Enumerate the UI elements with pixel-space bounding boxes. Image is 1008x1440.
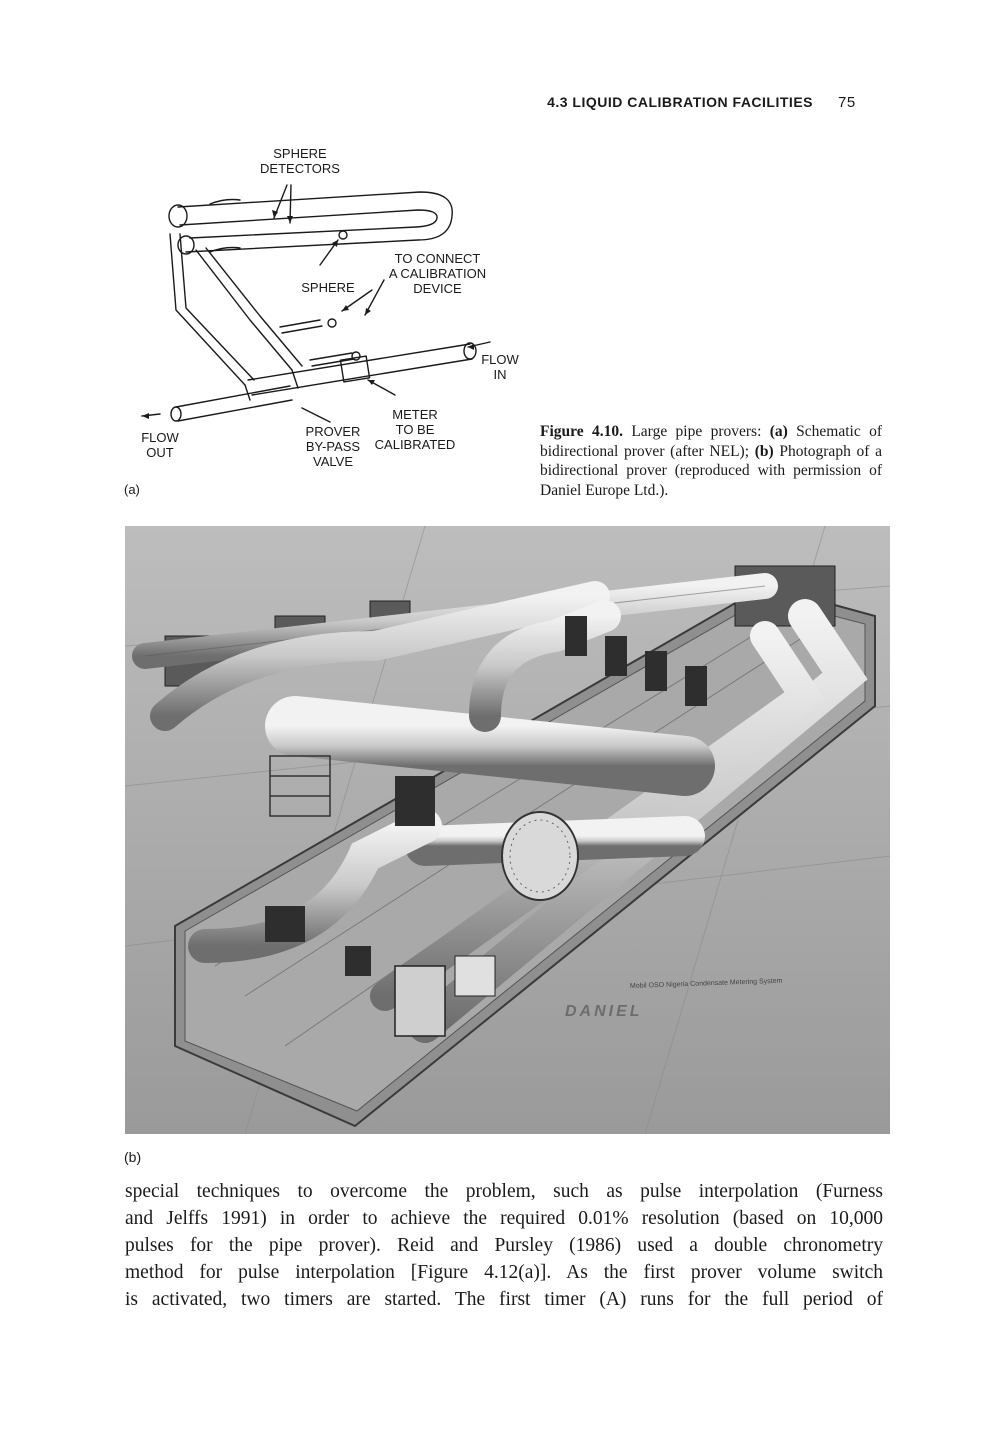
panel-label-a: (a) <box>124 482 140 497</box>
body-paragraph <box>125 1178 883 1313</box>
prover-schematic-drawing <box>0 130 540 510</box>
figure-b-photograph <box>125 526 890 1134</box>
page-number: 75 <box>838 94 856 111</box>
prover-skid-photo <box>125 526 890 1134</box>
label-sphere: SPHERE <box>301 280 355 295</box>
label-meter-to-be-calibrated: METER TO BE CALIBRATED <box>374 407 456 452</box>
body-line: special techniques to overcome the problem, such as pulse interpolation (Furness <box>125 1181 883 1202</box>
label-flow-out: FLOW OUT <box>141 430 179 460</box>
body-line: and Jelffs 1991) in order to achieve the required 0.01% resolution (based on 10,000 <box>125 1208 883 1229</box>
skid-brand-text: DANIEL <box>565 1003 643 1020</box>
running-header <box>0 94 1008 116</box>
label-sphere-detectors: SPHERE DETECTORS <box>260 146 340 176</box>
label-prover-bypass-valve: PROVER BY-PASS VALVE <box>305 424 361 469</box>
figure-a-schematic <box>0 130 540 510</box>
skid-plaque-text: Mobil OSO Nigeria Condensate Metering System <box>629 977 783 990</box>
body-line: method for pulse interpolation [Figure 4.12(a)]. As the first prover volume switch <box>125 1262 883 1283</box>
panel-label-b: (b) <box>124 1149 142 1165</box>
label-flow-in: FLOW IN <box>481 352 519 382</box>
body-line: is activated, two timers are started. The first timer (A) runs for the full period of <box>125 1289 883 1310</box>
body-line: pulses for the pipe prover). Reid and Pursley (1986) used a double chronometry <box>125 1235 883 1256</box>
label-to-connect-calibration-device: TO CONNECT A CALIBRATION DEVICE <box>388 251 487 296</box>
section-title: 4.3 LIQUID CALIBRATION FACILITIES <box>547 94 813 110</box>
figure-caption: Figure 4.10. Large pipe provers: (a) Schematic of bidirectional prover (after NEL); (b) Photograph of a bidirectional prover (reproduced with permission of Daniel Europe Ltd.). <box>540 423 882 499</box>
